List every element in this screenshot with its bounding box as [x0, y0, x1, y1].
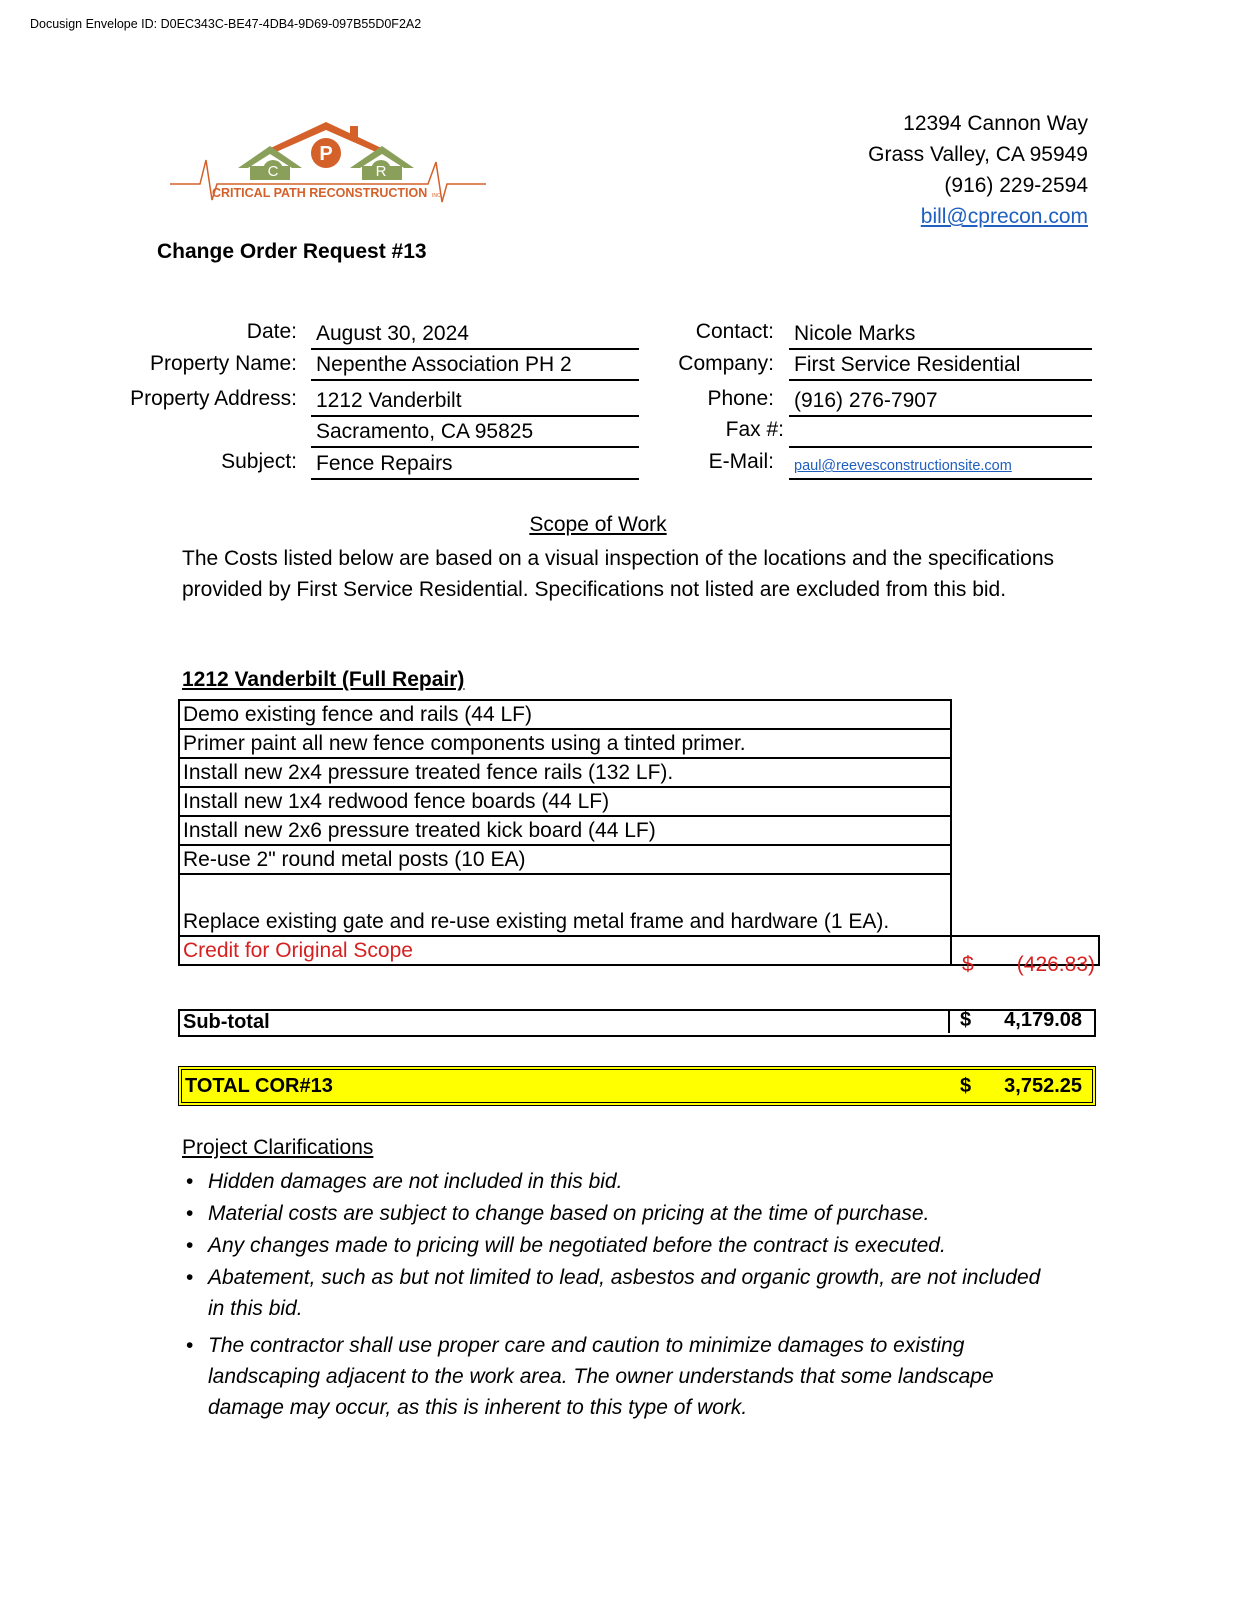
phone-label: Phone:: [707, 387, 774, 410]
company-email-link[interactable]: bill@cprecon.com: [920, 205, 1088, 228]
company-street: 12394 Cannon Way: [903, 112, 1088, 135]
property-name-label: Property Name:: [149, 352, 297, 375]
credit-label: Credit for Original Scope: [179, 936, 951, 965]
table-row: [179, 758, 1099, 787]
subject-value: Fence Repairs: [311, 450, 639, 480]
scope-heading: Scope of Work: [529, 513, 667, 536]
subtotal-label: Sub-total: [183, 1011, 270, 1033]
line-item: Demo existing fence and rails (44 LF): [179, 700, 951, 729]
table-row: [179, 874, 1099, 936]
contact-email-link[interactable]: paul@reevesconstructionsite.com: [794, 458, 1012, 474]
table-row: [179, 787, 1099, 816]
list-item: • Hidden damages are not included in this bid.: [186, 1170, 623, 1193]
subtotal-currency: $: [960, 1009, 972, 1031]
property-address-value: 1212 Vanderbilt: [311, 387, 639, 417]
total-row: [178, 1066, 1096, 1106]
list-item: • Any changes made to pricing will be negotiated before the contract is executed.: [186, 1234, 946, 1257]
property-name-value: Nepenthe Association PH 2: [311, 351, 639, 381]
line-item: Install new 2x6 pressure treated kick board (44 LF): [179, 816, 951, 845]
line-item: Install new 2x4 pressure treated fence rails (132 LF).: [179, 758, 951, 787]
phone-value: (916) 276-7907: [789, 387, 1092, 417]
line-items-table: [178, 699, 1100, 976]
line-item: Primer paint all new fence components using a tinted primer.: [179, 729, 951, 758]
logo-suffix: INC.: [432, 193, 442, 199]
list-item: • Abatement, such as but not limited to lead, asbestos and organic growth, are not included in this bid.: [186, 1266, 1041, 1320]
line-item: Replace existing gate and re-use existing metal frame and hardware (1 EA).: [179, 874, 951, 936]
email-value: [789, 450, 1092, 480]
line-item: Re-use 2" round metal posts (10 EA): [179, 845, 951, 874]
total-currency: $: [960, 1075, 972, 1097]
list-item: • The contractor shall use proper care and caution to minimize damages to existing landscaping adjacent to the work area. The owner understands that some landscape damage may occur, as this is inherent to this type of work.: [186, 1334, 994, 1419]
fax-label: Fax #:: [725, 418, 784, 441]
document-title: Change Order Request #13: [157, 240, 427, 263]
total-amount: 3,752.25: [1004, 1075, 1082, 1097]
subtotal-row: [178, 1009, 1096, 1037]
subtotal-amount: 4,179.08: [1004, 1009, 1082, 1031]
property-address-label: Property Address:: [130, 387, 297, 410]
subject-label: Subject:: [221, 450, 297, 473]
date-label: Date:: [246, 320, 297, 343]
table-row: [179, 845, 1099, 874]
credit-row: [179, 936, 1099, 965]
email-label: E-Mail:: [708, 450, 774, 473]
company-value: First Service Residential: [789, 351, 1092, 381]
property-city-value: Sacramento, CA 95825: [311, 418, 639, 448]
logo-letter-p: P: [319, 143, 333, 165]
docusign-envelope-id: Docusign Envelope ID: D0EC343C-BE47-4DB4-9D69-097B55D0F2A2: [30, 17, 422, 31]
logo-letter-c: C: [267, 163, 279, 180]
table-row: [179, 729, 1099, 758]
logo-wordmark: CRITICAL PATH RECONSTRUCTION: [212, 186, 428, 200]
company-logo: [170, 118, 486, 204]
company-label: Company:: [678, 352, 774, 375]
logo-letter-r: R: [375, 163, 387, 180]
table-row: [179, 700, 1099, 729]
table-row: [179, 816, 1099, 845]
credit-amount: (426.83): [1016, 952, 1095, 976]
company-address: [868, 108, 1088, 232]
company-city: Grass Valley, CA 95949: [868, 143, 1088, 166]
section-heading: 1212 Vanderbilt (Full Repair): [182, 668, 465, 691]
credit-currency: $: [962, 952, 974, 976]
list-item: • Material costs are subject to change based on pricing at the time of purchase.: [186, 1202, 930, 1225]
date-value: August 30, 2024: [311, 320, 639, 350]
clarifications-heading: Project Clarifications: [182, 1136, 374, 1159]
line-item: Install new 1x4 redwood fence boards (44 LF): [179, 787, 951, 816]
company-phone: (916) 229-2594: [944, 174, 1088, 197]
total-label: TOTAL COR#13: [185, 1075, 333, 1097]
fax-value: [789, 418, 1092, 448]
contact-value: Nicole Marks: [789, 320, 1092, 350]
clarifications-list: [182, 1166, 1062, 1424]
contact-label: Contact:: [695, 320, 774, 343]
scope-text: The Costs listed below are based on a visual inspection of the locations and the specifications provided by First Service Residential. Specifications not listed are excluded from this bid.: [182, 547, 1055, 601]
